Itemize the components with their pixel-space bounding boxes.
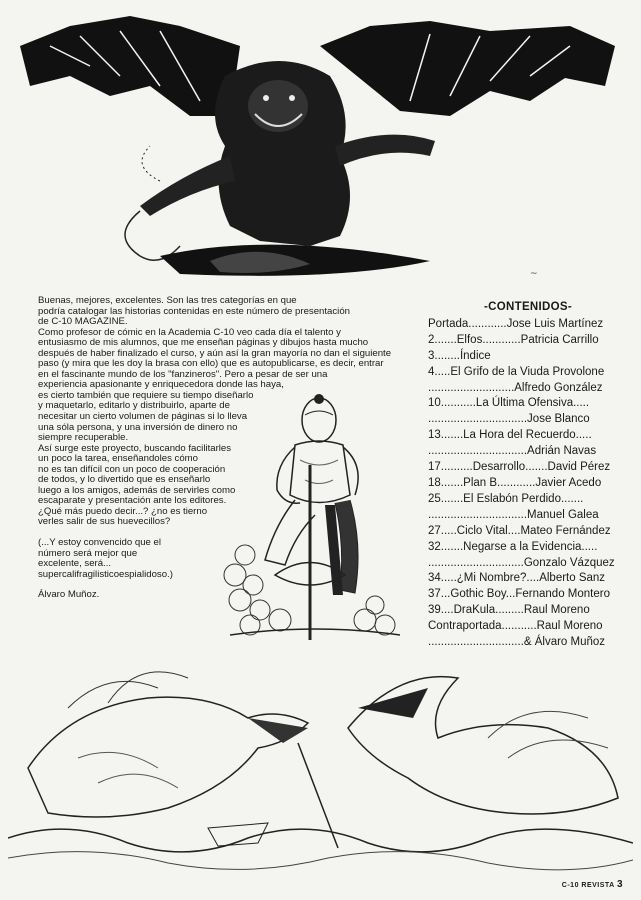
winged-demon-illustration <box>10 6 630 288</box>
toc-line: ..............................& Álvaro Muñoz <box>428 636 606 649</box>
toc-line: 3........Índice <box>428 349 491 362</box>
dragons-illustration <box>8 648 633 880</box>
page-number: 3 <box>616 879 623 890</box>
svg-text:~: ~ <box>530 269 538 279</box>
toc-line: 18.......Plan B............Javier Acedo <box>428 476 602 489</box>
editorial-signature: Álvaro Muñoz. <box>38 589 100 601</box>
toc-line: 34.....¿Mi Nombre?....Alberto Sanz <box>428 572 606 585</box>
toc-line: Portada............Jose Luis Martínez <box>428 317 604 330</box>
toc-line: 32.......Negarse a la Evidencia..... <box>428 540 598 553</box>
page-footer <box>562 879 623 890</box>
toc-line: ...........................Alfredo González <box>428 381 603 394</box>
table-of-contents <box>428 300 628 651</box>
magazine-name: C-10 REVISTA <box>561 882 615 889</box>
toc-line: Contraportada...........Raul Moreno <box>428 620 603 633</box>
toc-line: 17..........Desarrollo.......David Pérez <box>428 461 611 474</box>
toc-line: 2.......Elfos............Patricia Carrillo <box>428 333 599 346</box>
editorial-closing: (...Y estoy convencido que el número será mejor que excelente, será... supercalifragilisticoespialidoso.) <box>38 537 173 580</box>
toc-line: 37...Gothic Boy...Fernando Montero <box>428 588 610 601</box>
toc-line: ...............................Adrián Navas <box>428 445 597 458</box>
toc-line: ...............................Jose Blanco <box>428 413 590 426</box>
toc-title: -CONTENIDOS- <box>484 301 572 313</box>
toc-line: ..............................Gonzalo Vázquez <box>428 556 615 569</box>
toc-line: 27.....Ciclo Vital....Mateo Fernández <box>428 524 611 537</box>
barbarian-illustration <box>215 385 415 653</box>
toc-line: 10...........La Última Ofensiva..... <box>428 397 590 410</box>
editorial-paragraph-1: Buenas, mejores, excelentes. Son las tres categorías en que podría catalogar las historias contenidas en este número de presentación de C-10 MAGAZINE. <box>38 295 350 328</box>
editorial-paragraph-3: Así surge este proyecto, buscando facilitarles un poco la tarea, enseñandoles cómo no es tan difícil con un poco de cooperación de todos, y lo divertido que es enseñarlo luego a los amigos, además de servirles como escaparate y presentación ante los editores. ¿Qué más puedo decir...? ¿no es tierno verles salir de sus huevecillos? <box>38 442 236 528</box>
toc-line: 13.......La Hora del Recuerdo..... <box>428 429 592 442</box>
editorial-paragraph-2: Como profesor de cómic en la Academia C-10 veo cada día el talento y entusiasmo de mis alumnos, que me enseñan páginas y dibujos hasta mucho después de haber finalizado el curso, y aún así la gran mayoría no dan el siguiente paso (y mira que les doy la brasa con ello) que es autopublicarse, es decir, entrar en el fascinante mundo de los "fanzineros". Pero a pesar de ser una experiencia apasionante y enriquecedora donde las haya, es cierto también que requiere su tiempo diseñarlo y maquetarlo, editarlo y distribuirlo, aparte de necesitar un cierto volumen de páginas si lo lleva una sóla persona, y una inversión de dinero no siempre recuperable. <box>38 326 392 444</box>
toc-line: 25.......El Eslabón Perdido....... <box>428 492 584 505</box>
toc-line: 4.....El Grifo de la Viuda Provolone <box>428 365 605 378</box>
toc-line: ...............................Manuel Galea <box>428 508 599 521</box>
toc-line: 39....DraKula.........Raul Moreno <box>428 604 590 617</box>
